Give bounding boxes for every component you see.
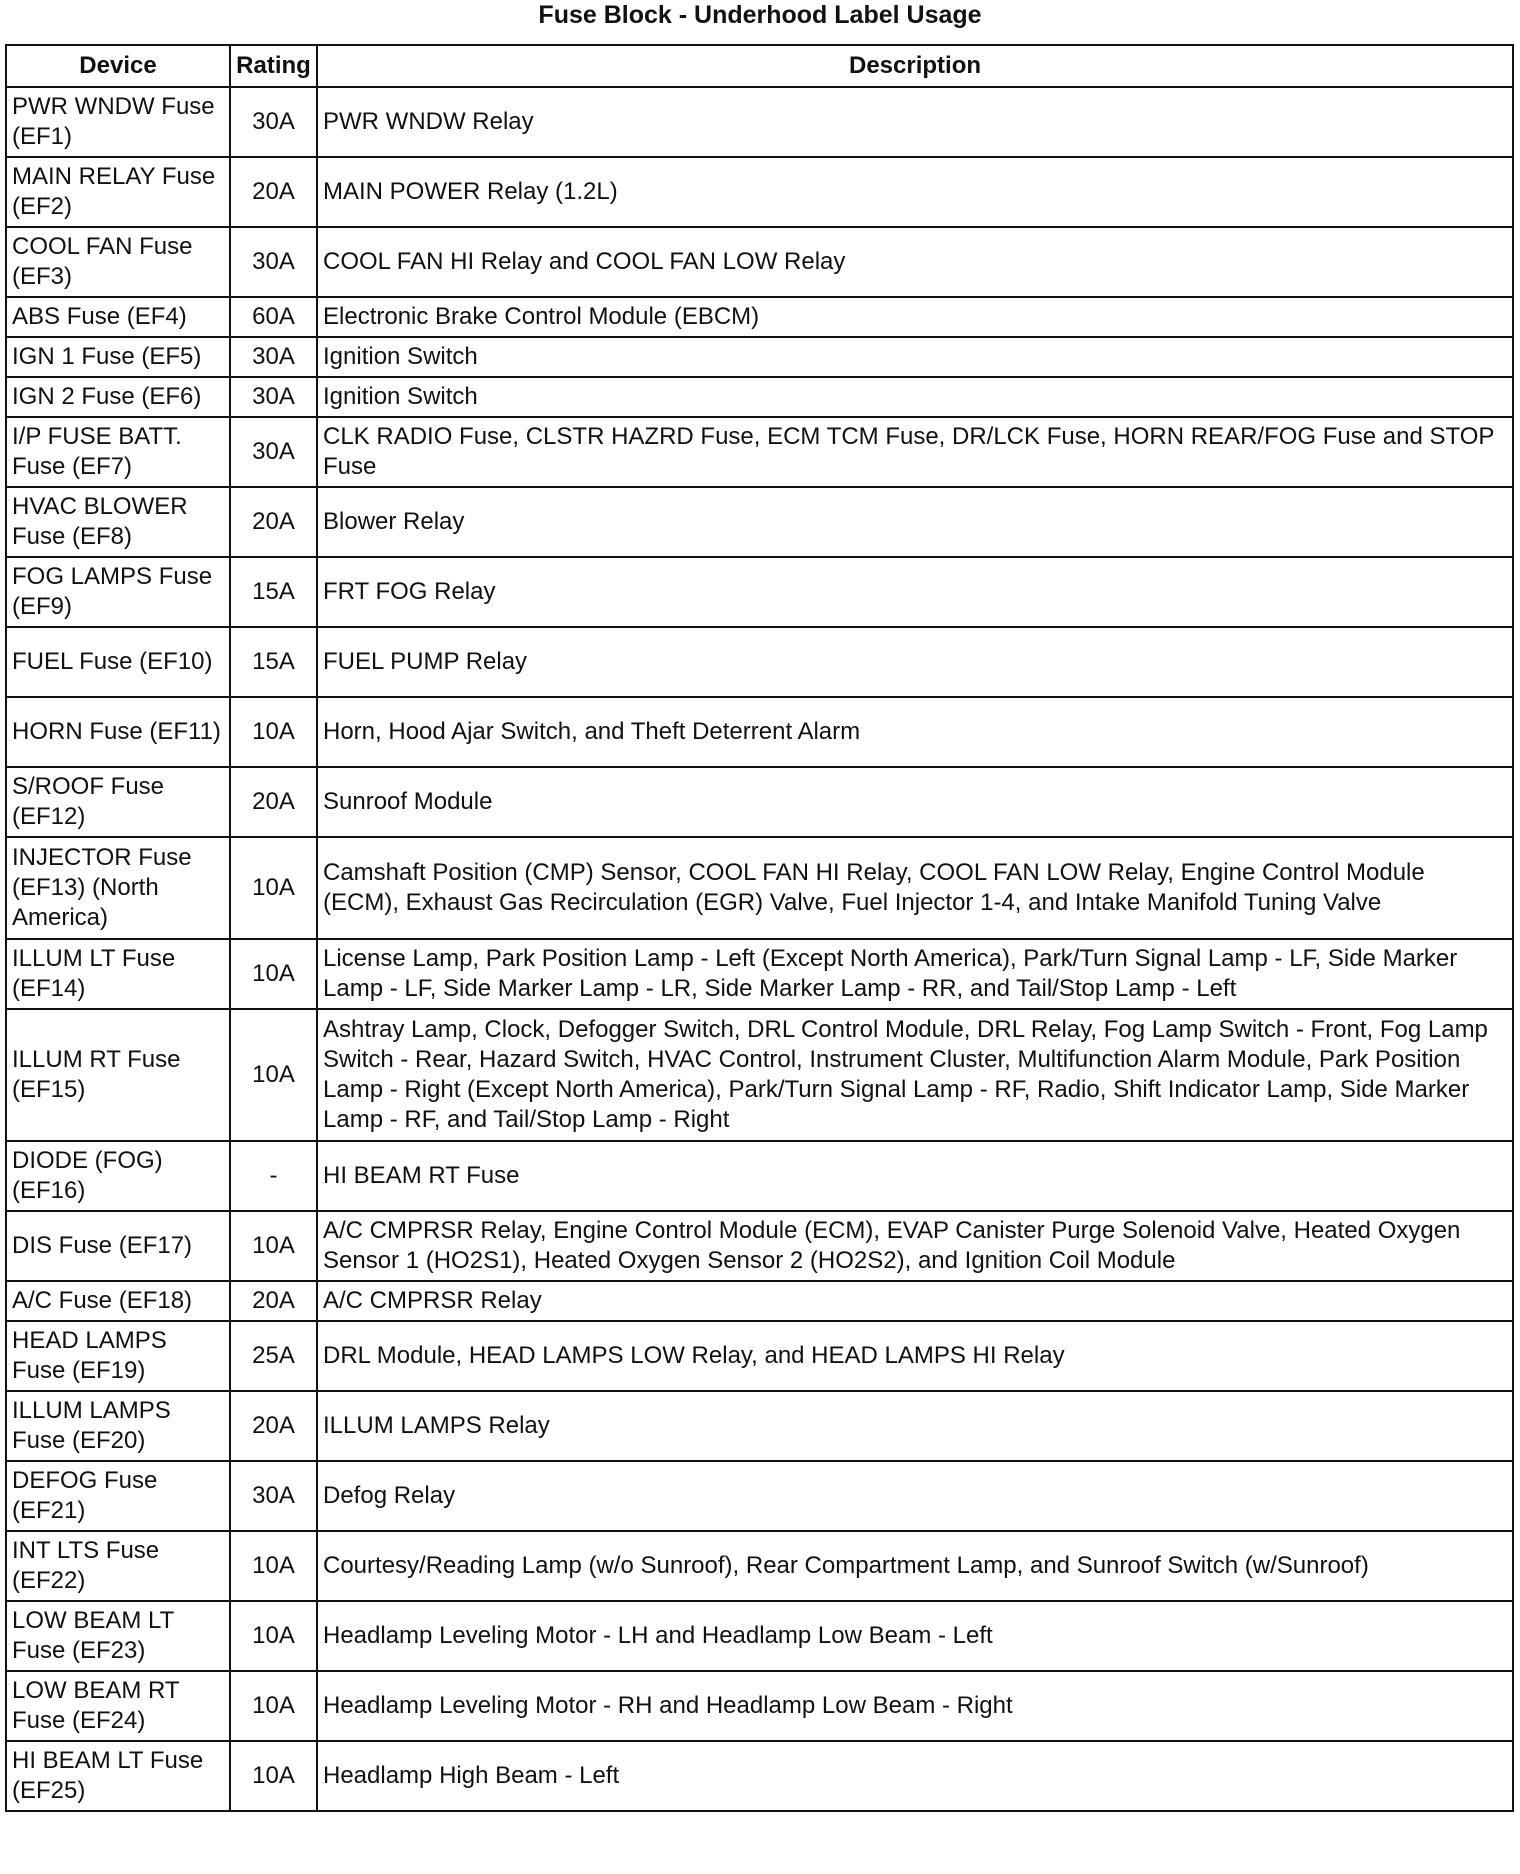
description-cell: License Lamp, Park Position Lamp - Left (Except North America), Park/Turn Signal Lamp - LF, Side Marker Lamp - LF, Side Marker Lamp - LR, Side Marker Lamp - RR, and Tail/Stop Lamp - Left — [317, 939, 1513, 1009]
table-row — [6, 87, 1513, 157]
rating-cell: 25A — [230, 1321, 317, 1391]
table-row — [6, 337, 1513, 377]
table-row — [6, 297, 1513, 337]
rating-cell: 10A — [230, 1601, 317, 1671]
table-row — [6, 1461, 1513, 1531]
rating-cell: 20A — [230, 487, 317, 557]
table-row — [6, 1601, 1513, 1671]
rating-cell: 60A — [230, 297, 317, 337]
rating-cell: 15A — [230, 557, 317, 627]
description-cell: PWR WNDW Relay — [317, 87, 1513, 157]
table-row — [6, 1141, 1513, 1211]
table-row — [6, 1211, 1513, 1281]
table-row — [6, 1531, 1513, 1601]
description-cell: FRT FOG Relay — [317, 557, 1513, 627]
device-cell: HI BEAM LT Fuse (EF25) — [6, 1741, 230, 1811]
description-cell: Headlamp High Beam - Left — [317, 1741, 1513, 1811]
rating-cell: 10A — [230, 1671, 317, 1741]
device-cell: FUEL Fuse (EF10) — [6, 627, 230, 697]
device-cell: DIS Fuse (EF17) — [6, 1211, 230, 1281]
device-cell: DEFOG Fuse (EF21) — [6, 1461, 230, 1531]
table-row — [6, 697, 1513, 767]
rating-cell: 10A — [230, 1009, 317, 1141]
description-cell: ILLUM LAMPS Relay — [317, 1391, 1513, 1461]
rating-cell: 30A — [230, 337, 317, 377]
rating-cell: 20A — [230, 1281, 317, 1321]
description-cell: Headlamp Leveling Motor - RH and Headlamp Low Beam - Right — [317, 1671, 1513, 1741]
device-cell: ILLUM LT Fuse (EF14) — [6, 939, 230, 1009]
rating-cell: 10A — [230, 1741, 317, 1811]
rating-cell: 10A — [230, 1531, 317, 1601]
table-row — [6, 487, 1513, 557]
description-cell: MAIN POWER Relay (1.2L) — [317, 157, 1513, 227]
description-cell: DRL Module, HEAD LAMPS LOW Relay, and HEAD LAMPS HI Relay — [317, 1321, 1513, 1391]
rating-cell: 10A — [230, 939, 317, 1009]
device-cell: LOW BEAM LT Fuse (EF23) — [6, 1601, 230, 1671]
description-cell: Electronic Brake Control Module (EBCM) — [317, 297, 1513, 337]
description-cell: Defog Relay — [317, 1461, 1513, 1531]
rating-cell: 20A — [230, 767, 317, 837]
table-row — [6, 417, 1513, 487]
table-row — [6, 1741, 1513, 1811]
description-cell: Ignition Switch — [317, 337, 1513, 377]
device-cell: A/C Fuse (EF18) — [6, 1281, 230, 1321]
rating-cell: 10A — [230, 1211, 317, 1281]
device-cell: I/P FUSE BATT. Fuse (EF7) — [6, 417, 230, 487]
description-cell: A/C CMPRSR Relay, Engine Control Module (ECM), EVAP Canister Purge Solenoid Valve, Heated Oxygen Sensor 1 (HO2S1), Heated Oxygen Sensor 2 (HO2S2), and Ignition Coil Module — [317, 1211, 1513, 1281]
rating-cell: 15A — [230, 627, 317, 697]
rating-cell: 20A — [230, 1391, 317, 1461]
device-cell: HVAC BLOWER Fuse (EF8) — [6, 487, 230, 557]
table-row — [6, 837, 1513, 939]
device-cell: DIODE (FOG) (EF16) — [6, 1141, 230, 1211]
description-cell: Sunroof Module — [317, 767, 1513, 837]
device-cell: IGN 2 Fuse (EF6) — [6, 377, 230, 417]
table-row — [6, 1321, 1513, 1391]
device-cell: HEAD LAMPS Fuse (EF19) — [6, 1321, 230, 1391]
rating-cell: 20A — [230, 157, 317, 227]
description-cell: Ignition Switch — [317, 377, 1513, 417]
device-cell: COOL FAN Fuse (EF3) — [6, 227, 230, 297]
device-cell: INJECTOR Fuse (EF13) (North America) — [6, 837, 230, 939]
table-row — [6, 377, 1513, 417]
table-row — [6, 157, 1513, 227]
header-row — [6, 45, 1513, 87]
header-rating: Rating — [230, 45, 317, 87]
device-cell: S/ROOF Fuse (EF12) — [6, 767, 230, 837]
description-cell: Ashtray Lamp, Clock, Defogger Switch, DRL Control Module, DRL Relay, Fog Lamp Switch - Front, Fog Lamp Switch - Rear, Hazard Switch, HVAC Control, Instrument Cluster, Multifunction Alarm Module, Park Position Lamp - Right (Except North America), Park/Turn Signal Lamp - RF, Radio, Shift Indicator Lamp, Side Marker Lamp - RF, and Tail/Stop Lamp - Right — [317, 1009, 1513, 1141]
rating-cell: 30A — [230, 1461, 317, 1531]
description-cell: Camshaft Position (CMP) Sensor, COOL FAN HI Relay, COOL FAN LOW Relay, Engine Control Module (ECM), Exhaust Gas Recirculation (EGR) Valve, Fuel Injector 1-4, and Intake Manifold Tuning Valve — [317, 837, 1513, 939]
device-cell: MAIN RELAY Fuse (EF2) — [6, 157, 230, 227]
table-row — [6, 1281, 1513, 1321]
description-cell: COOL FAN HI Relay and COOL FAN LOW Relay — [317, 227, 1513, 297]
header-description: Description — [317, 45, 1513, 87]
rating-cell: 10A — [230, 697, 317, 767]
page-title: Fuse Block - Underhood Label Usage — [538, 1, 982, 29]
rating-cell: 30A — [230, 87, 317, 157]
rating-cell: 30A — [230, 417, 317, 487]
table-row — [6, 1391, 1513, 1461]
device-cell: INT LTS Fuse (EF22) — [6, 1531, 230, 1601]
device-cell: IGN 1 Fuse (EF5) — [6, 337, 230, 377]
device-cell: LOW BEAM RT Fuse (EF24) — [6, 1671, 230, 1741]
fuse-table — [5, 44, 1514, 1812]
device-cell: ABS Fuse (EF4) — [6, 297, 230, 337]
table-row — [6, 767, 1513, 837]
device-cell: ILLUM LAMPS Fuse (EF20) — [6, 1391, 230, 1461]
rating-cell: 30A — [230, 377, 317, 417]
rating-cell: - — [230, 1141, 317, 1211]
description-cell: CLK RADIO Fuse, CLSTR HAZRD Fuse, ECM TCM Fuse, DR/LCK Fuse, HORN REAR/FOG Fuse and STOP Fuse — [317, 417, 1513, 487]
rating-cell: 30A — [230, 227, 317, 297]
description-cell: HI BEAM RT Fuse — [317, 1141, 1513, 1211]
rating-cell: 10A — [230, 837, 317, 939]
table-row — [6, 627, 1513, 697]
description-cell: Blower Relay — [317, 487, 1513, 557]
description-cell: A/C CMPRSR Relay — [317, 1281, 1513, 1321]
device-cell: ILLUM RT Fuse (EF15) — [6, 1009, 230, 1141]
description-cell: Courtesy/Reading Lamp (w/o Sunroof), Rear Compartment Lamp, and Sunroof Switch (w/Sunroof) — [317, 1531, 1513, 1601]
device-cell: FOG LAMPS Fuse (EF9) — [6, 557, 230, 627]
device-cell: PWR WNDW Fuse (EF1) — [6, 87, 230, 157]
device-cell: HORN Fuse (EF11) — [6, 697, 230, 767]
header-device: Device — [6, 45, 230, 87]
table-row — [6, 1009, 1513, 1141]
description-cell: Headlamp Leveling Motor - LH and Headlamp Low Beam - Left — [317, 1601, 1513, 1671]
table-row — [6, 939, 1513, 1009]
table-row — [6, 227, 1513, 297]
description-cell: Horn, Hood Ajar Switch, and Theft Deterrent Alarm — [317, 697, 1513, 767]
table-row — [6, 557, 1513, 627]
description-cell: FUEL PUMP Relay — [317, 627, 1513, 697]
table-row — [6, 1671, 1513, 1741]
